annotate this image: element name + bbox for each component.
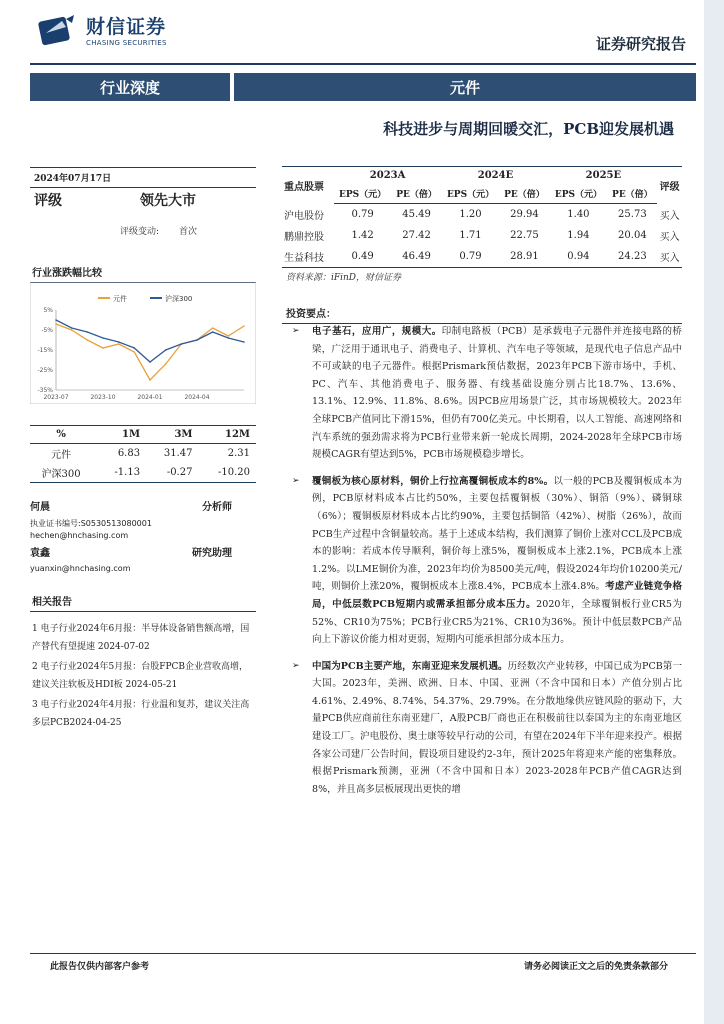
bullet-lead: 电子基石，应用广，规模大。	[312, 326, 442, 337]
rating-row	[30, 190, 256, 210]
series-point	[228, 335, 230, 337]
series-point	[149, 379, 151, 381]
header-rule	[30, 63, 696, 65]
series-point	[165, 349, 167, 351]
industry-band: 元件	[234, 73, 696, 101]
rating-change-value: 首次	[179, 227, 198, 237]
stock-row	[282, 204, 682, 225]
rating-label: 评级	[34, 193, 62, 209]
year-header: 2023A	[334, 167, 442, 185]
stock-subheader: EPS（元）	[442, 184, 500, 204]
stock-cell: 买入	[657, 246, 682, 268]
perf-header: 3M	[146, 426, 198, 444]
arrow-bullet-icon: ➢	[292, 660, 300, 671]
series-point	[102, 347, 104, 349]
analyst-block	[30, 498, 256, 573]
stock-cell: 1.71	[459, 229, 482, 241]
stock-cell: 买入	[659, 210, 680, 222]
series-line	[56, 324, 244, 380]
series-line	[56, 320, 244, 362]
stock-col-label: 重点股票	[282, 167, 334, 204]
perf-header: 12M	[198, 426, 256, 444]
invest-bullet	[284, 658, 682, 799]
brand-name-en: CHASING SECURITIES	[86, 39, 167, 47]
brand-logo	[36, 12, 167, 47]
series-point	[243, 341, 245, 343]
invest-bullets	[284, 323, 682, 807]
x-tick-label: 2024-04	[184, 394, 210, 401]
footer-right: 请务必阅读正文之后的免责条款部分	[523, 962, 668, 972]
rating-col-label: 评级	[657, 167, 682, 204]
bullet-emphasis: 考虑产业链竞争格局，中低层数PCB短期内或需承担部分成本压力。	[312, 581, 682, 610]
perf-cell: 元件	[51, 450, 72, 461]
bullet-text: 印制电路板（PCB）是承载电子元器件并连接电路的桥梁，广泛用于通讯电子、消费电子、计算机、汽车电子等领域，是现代电子信息产品中不可或缺的电子元器件。根据Prismark预估数据，2023年PCB下游市场中，手机、PC、汽车、其他消费电子、服务器、有线基础设施分别占比18.7%、13.6%、13.1%、12.9%、11.8%、8.6%。因PCB应用场景广泛，其市场规模较大。2023年全球PCB产值同比下滑15%，但仍有700亿美元。中长期看，以人工智能、高速网络和汽车系统的强劲需求将为PCB行业带来新一轮成长周期，2024-2028年全球PCB市场规模CAGR有望达到5%，PCB市场规模稳步增长。	[312, 326, 682, 461]
series-point	[134, 347, 136, 349]
perf-row	[30, 444, 256, 464]
stock-cell: 29.94	[510, 208, 539, 220]
stock-subheader: EPS（元）	[334, 184, 392, 204]
x-tick-label: 2024-01	[137, 394, 163, 401]
series-point	[71, 327, 73, 329]
series-point	[55, 319, 57, 321]
analyst-role: 分析师	[202, 502, 232, 513]
rating-change	[120, 224, 197, 237]
y-tick-label: -5%	[41, 327, 53, 334]
series-point	[87, 339, 89, 341]
stock-row	[282, 246, 682, 268]
perf-chart	[30, 282, 256, 404]
series-point	[212, 327, 214, 329]
bullet-text: 以一般的PCB及覆铜板成本为例，PCB原材料成本占比约50%，主要包括覆铜板（30%）、铜箔（9%）、磷铜球（6%）；覆铜板原材料成本占比约90%，主要包括铜箔（42%）、树脂（26%），故而PCB生产过程中含铜量较高。基于上述成本结构，我们测算了铜价上涨对CCL及PCB成本的影响：若成本传导顺利，铜价每上涨5%，覆铜板成本上涨2.1%，PCB成本上涨1.2%。以LME铜价为准，2023年均价为8500美元/吨，假设2024年均价10200美元/吨，则铜价上涨20%，覆铜板成本上涨8.4%，PCB成本上涨4.8%。	[312, 475, 683, 593]
arrow-bullet-icon: ➢	[292, 326, 300, 336]
right-side-bar	[704, 0, 724, 1024]
stock-table	[282, 166, 682, 268]
stock-cell: 0.49	[334, 246, 392, 268]
stock-subheader: PE（倍）	[392, 184, 442, 204]
related-title: 相关报告	[30, 593, 256, 612]
analyst-name: 何晨	[30, 502, 50, 513]
stock-cell: 46.49	[392, 246, 442, 268]
analyst-email[interactable]: hechen@hnchasing.com	[30, 531, 129, 540]
stock-cell: 24.23	[607, 246, 657, 268]
perf-chart-svg	[30, 282, 256, 404]
stock-cell: 1.40	[567, 208, 590, 220]
stock-cell: 1.94	[567, 229, 590, 241]
stock-cell: 28.91	[499, 246, 549, 268]
category-band: 行业深度	[30, 73, 230, 101]
legend-label: 元件	[113, 295, 127, 303]
brand-name: 财信证券	[86, 16, 167, 38]
bullet-text-tail: 2020年，全球覆铜板行业CR5为52%、CR10为75%；PCB行业CR5为21%、CR10为36%。预计中低层数PCB产品向上下游议价能力相对更弱，短期内可能承担部分成本压力。	[312, 598, 682, 646]
perf-header: 1M	[98, 426, 146, 444]
year-header: 2025E	[549, 167, 657, 185]
series-point	[102, 337, 104, 339]
rating-change-label: 评级变动:	[120, 227, 160, 237]
stock-subheader: PE（倍）	[607, 184, 657, 204]
series-point	[212, 331, 214, 333]
related-item[interactable]: 2 电子行业2024年5月报：台股FPCB企业营收高增，建议关注软板及HDI板 2024-05-21	[32, 662, 249, 690]
chart-frame	[30, 282, 256, 404]
related-item[interactable]: 3 电子行业2024年4月报：行业温和复苏，建议关注高多层PCB2024-04-25	[32, 700, 250, 728]
series-point	[71, 329, 73, 331]
related-reports	[30, 593, 256, 734]
series-point	[118, 343, 120, 345]
footer-rule	[30, 953, 696, 954]
perf-cell: -1.13	[98, 463, 146, 483]
series-point	[134, 351, 136, 353]
perf-table	[30, 425, 256, 483]
series-point	[149, 361, 151, 363]
report-date: 2024年07月17日	[30, 167, 256, 188]
stock-cell: 0.79	[351, 208, 374, 220]
invest-bullet	[284, 323, 682, 464]
arrow-bullet-icon: ➢	[292, 475, 300, 486]
stock-cell: 0.79	[442, 246, 500, 268]
perf-cell: 31.47	[163, 448, 193, 459]
analyst-cert: 执业证书编号:S0530513080001	[30, 519, 152, 528]
stock-cell: 27.42	[402, 229, 431, 241]
invest-bullet	[284, 473, 682, 649]
perf-cell: 沪深300	[30, 463, 98, 483]
series-point	[243, 325, 245, 327]
bullet-lead: 覆铜板为核心原材料，铜价上行拉高覆铜板成本约8%。	[312, 475, 554, 487]
stock-cell: 25.73	[618, 208, 647, 220]
stock-row	[282, 225, 682, 246]
stock-cell: 1.42	[351, 229, 374, 241]
legend-label: 沪深300	[165, 295, 193, 303]
series-point	[55, 323, 57, 325]
perf-cell: 6.83	[117, 448, 141, 459]
assistant-name: 袁鑫	[30, 548, 50, 559]
series-point	[196, 339, 198, 341]
perf-header: %	[30, 426, 98, 444]
stock-subheader: EPS（元）	[549, 184, 607, 204]
x-tick-label: 2023-10	[90, 394, 116, 401]
perf-chart-title: 行业涨跌幅比较	[30, 264, 256, 283]
logo-mark-icon	[36, 13, 84, 47]
stock-cell: 45.49	[402, 208, 431, 220]
bullet-text: 历经数次产业转移，中国已成为PCB第一大国。2023年，美洲、欧洲、日本、中国、亚洲（不含中国和日本）产值分别占比4.61%、2.49%、8.74%、54.37%、29.79%。在分散地缘供应链风险的驱动下，大量PCB供应商前往东南亚建厂，A股PCB厂商也正在积极前往以泰国为主的东南亚地区建设工厂。沪电股份、奥士康等较早行动的公司，有望在2024年下半年迎来投产。根据各家公司建厂公告时间，假设项目建设约2-3年，预计2025年将迎来产能的密集释放。根据Prismark预测，亚洲（不含中国和日本）2023-2028年PCB产值CAGR达到8%，并且高多层板展现出更快的增	[312, 660, 683, 795]
stock-cell: 0.94	[549, 246, 607, 268]
stock-cell: 20.04	[618, 229, 647, 241]
series-point	[87, 331, 89, 333]
perf-cell: -10.20	[198, 463, 256, 483]
assistant-role: 研究助理	[192, 548, 232, 559]
assistant-email[interactable]: yuanxin@hnchasing.com	[30, 564, 131, 573]
stock-cell: 1.20	[459, 208, 482, 220]
x-tick-label: 2023-07	[43, 394, 69, 401]
bullet-lead: 中国为PCB主要产地，东南亚迎来发展机遇。	[312, 660, 508, 672]
stock-cell: 鹏鼎控股	[284, 231, 324, 243]
related-item[interactable]: 1 电子行业2024年6月报：半导体设备销售额高增，国产替代有望提速 2024-07-02	[32, 624, 250, 652]
stock-cell: 22.75	[510, 229, 539, 241]
y-tick-label: 5%	[43, 307, 53, 314]
footer-left: 此报告仅供内部客户参考	[50, 962, 150, 972]
stock-subheader: PE（倍）	[499, 184, 549, 204]
stock-cell: 买入	[659, 231, 680, 243]
report-type: 证券研究报告	[595, 35, 686, 53]
series-point	[181, 343, 183, 345]
series-point	[118, 341, 120, 343]
perf-cell: -0.27	[146, 463, 198, 483]
perf-row	[30, 463, 256, 483]
invest-title: 投资要点：	[282, 305, 682, 324]
table-source: 资料来源：iFinD，财信证券	[286, 273, 402, 283]
year-header: 2024E	[442, 167, 550, 185]
stock-cell: 生益科技	[282, 246, 334, 268]
y-tick-label: -35%	[37, 387, 53, 394]
y-tick-label: -15%	[37, 347, 53, 354]
series-point	[228, 337, 230, 339]
report-headline: 科技进步与周期回暖交汇，PCB迎发展机遇	[383, 120, 674, 138]
rating-value: 领先大市	[140, 193, 196, 209]
y-tick-label: -25%	[37, 367, 53, 374]
series-point	[165, 363, 167, 365]
stock-cell: 沪电股份	[284, 210, 324, 222]
perf-cell: 2.31	[227, 448, 250, 459]
